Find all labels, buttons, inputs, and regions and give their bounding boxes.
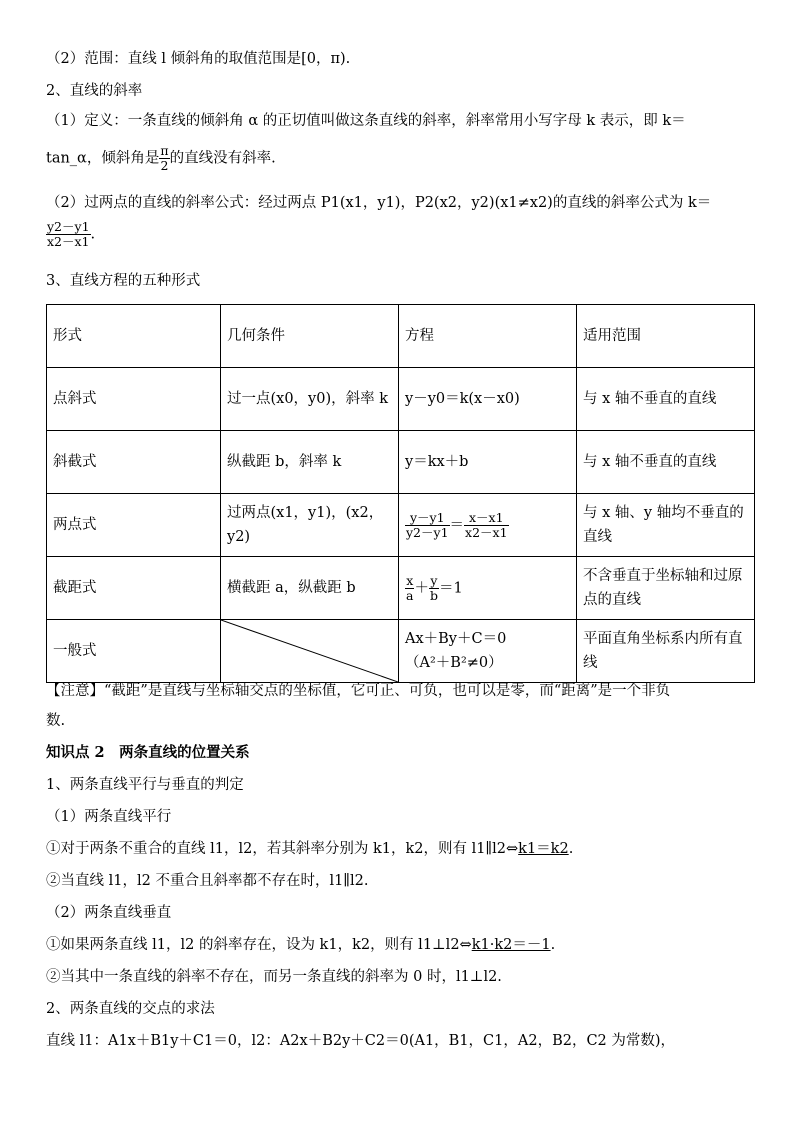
form-cell: 斜截式 [47,431,221,494]
five-forms-heading: 3、直线方程的五种形式 [46,273,201,289]
equation-cell: y＝kx＋b [399,431,577,494]
slope-definition-prefix: tan_α，倾斜角是 [46,150,160,167]
fraction-numerator: y－y1 [405,511,450,526]
scope-cell: 与 x 轴不垂直的直线 [577,368,755,431]
slope-formula-fraction-row: $\frac{y2-y1}{x2-x1}$ . [47,219,96,249]
fraction-numerator: x－x1 [464,511,509,526]
general-equation: Ax＋By＋C＝0 [405,631,507,647]
note-line2: 数. [46,713,66,729]
intersection-heading: 2、两条直线的交点的求法 [46,1001,215,1017]
fraction-denominator: x2－x1 [465,524,508,540]
line-equation-forms-table [46,304,755,683]
equation-cell [399,620,577,683]
table-row [47,494,755,557]
slope-fraction [46,220,91,249]
intercept-x-fraction [405,574,414,603]
fraction-denominator: y2－y1 [406,524,449,540]
table-row [47,431,755,494]
general-equation-condition: （A²＋B²≠0） [405,655,503,671]
perpendicular-rule-1-text: ①如果两条直线 l1，l2 的斜率存在，设为 k1，k2，则有 l1⊥l2⇔ [46,937,472,953]
scope-cell: 与 x 轴不垂直的直线 [577,431,755,494]
form-cell: 一般式 [47,620,221,683]
fraction-numerator: y2－y1 [47,219,90,234]
scope-cell: 不含垂直于坐标轴和过原点的直线 [577,557,755,620]
equation-cell: $\frac{x}{a}$ ＋ $\frac{y}{b}$ ＝1 [399,557,577,620]
slope-definition-suffix: 的直线没有斜率. [169,150,276,167]
fraction-numerator: x [406,572,414,588]
intercept-equation-tail: ＝1 [438,580,463,596]
fraction-denominator: x2－x1 [47,234,90,249]
condition-cell: 纵截距 b，斜率 k [221,431,399,494]
form-cell: 两点式 [47,494,221,557]
table-row [47,620,755,683]
section-heading: 知识点 2 两条直线的位置关系 [46,744,250,761]
slope-definition-line2 [46,144,276,173]
pi-over-two-fraction [159,144,169,173]
diagonal-slash [221,620,398,682]
two-point-left-fraction [405,511,450,540]
form-cell: 截距式 [47,557,221,620]
parallel-rule-2: ②当直线 l1，l2 不重合且斜率都不存在时，l1∥l2. [46,873,369,889]
slope-definition-line1: （1）定义：一条直线的倾斜角 α 的正切值叫做这条直线的斜率，斜率常用小写字母 k 表示，即 k＝ [46,113,686,129]
form-cell: 点斜式 [47,368,221,431]
intersection-equations: 直线 l1：A1x＋B1y＋C1＝0，l2：A2x＋B2y＋C2＝0(A1，B1，C1，A2，B2，C2 为常数)， [46,1033,676,1049]
perpendicular-rule-1 [46,934,555,956]
parallel-rule-1 [46,838,573,860]
intercept-y-fraction [429,574,439,603]
note-line1: 【注意】“截距”是直线与坐标轴交点的坐标值，它可正、可负，也可以是零，而“距离”是一个非负 [46,683,671,699]
parallel-rule-1-end: . [568,841,574,857]
scope-cell: 平面直角坐标系内所有直线 [577,620,755,683]
two-point-slope-formula: （2）过两点的直线的斜率公式：经过两点 P1(x1，y1)，P2(x2，y2)(x1≠x2)的直线的斜率公式为 k＝ [46,195,712,211]
header-condition: 几何条件 [221,305,399,368]
condition-cell: 过一点(x0，y0)，斜率 k [221,368,399,431]
header-equation: 方程 [399,305,577,368]
header-form: 形式 [47,305,221,368]
fraction-denominator: 2 [160,158,169,173]
table-header-row [47,305,755,368]
parallel-rule-1-answer: k1＝k2 [518,841,569,857]
table-row [47,368,755,431]
fraction-denominator: b [429,587,438,603]
range-paragraph: （2）范围：直线 l 倾斜角的取值范围是[0，π). [46,51,351,67]
parallel-subheading: （1）两条直线平行 [46,809,172,825]
scope-cell: 与 x 轴、y 轴均不垂直的直线 [577,494,755,557]
condition-cell: 横截距 a，纵截距 b [221,557,399,620]
fraction-numerator: y [430,572,438,588]
equation-cell: $\frac{y-y1}{y2-y1}$ ＝ $\frac{x-x1}{x2-x1}$ [399,494,577,557]
parallel-rule-1-text: ①对于两条不重合的直线 l1，l2，若其斜率分别为 k1，k2，则有 l1∥l2⇔ [46,841,519,857]
perpendicular-subheading: （2）两条直线垂直 [46,905,172,921]
equation-cell: y－y0＝k(x－x0) [399,368,577,431]
header-scope: 适用范围 [577,305,755,368]
table-row [47,557,755,620]
fraction-numerator: π [160,143,169,158]
perpendicular-rule-1-answer: k1·k2＝－1 [471,937,551,953]
parallel-perpendicular-heading: 1、两条直线平行与垂直的判定 [46,777,244,793]
fraction-denominator: a [406,587,414,603]
perpendicular-rule-1-end: . [550,937,556,953]
perpendicular-rule-2: ②当其中一条直线的斜率不存在，而另一条直线的斜率为 0 时，l1⊥l2. [46,969,502,985]
two-point-right-fraction [464,511,509,540]
slope-heading: 2、直线的斜率 [46,83,143,99]
condition-cell-empty [221,620,399,683]
condition-cell: 过两点(x1，y1)，(x2，y2) [221,494,399,557]
